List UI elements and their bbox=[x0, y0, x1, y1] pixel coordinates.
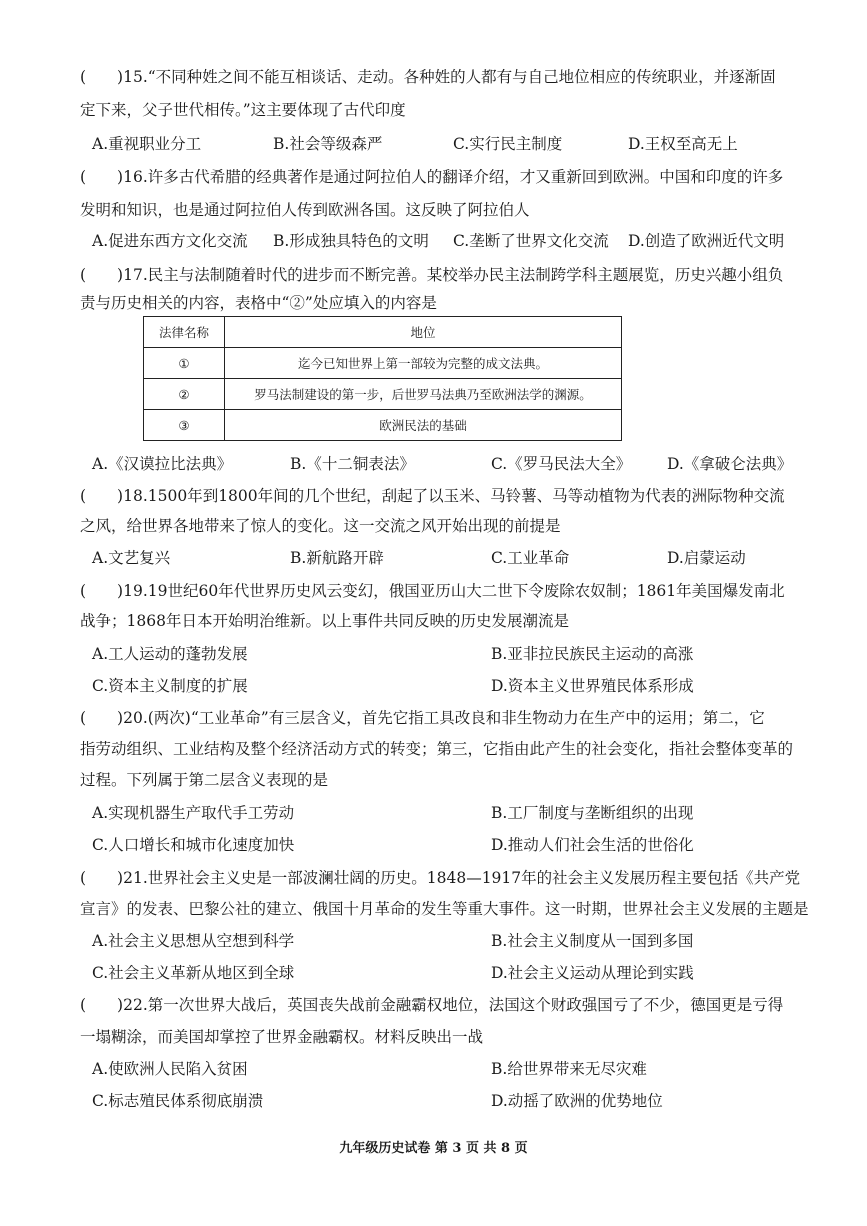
question-18-stem: 1500年到1800年间的几个世纪，刮起了以玉米、马铃薯、马等动植物为代表的洲际物种交流 bbox=[147, 487, 785, 505]
question-21-option-d[interactable]: D.社会主义运动从理论到实践 bbox=[491, 964, 694, 982]
question-19-option-b[interactable]: B.亚非拉民族民主运动的高涨 bbox=[491, 645, 694, 663]
law-table-header-row bbox=[144, 317, 622, 348]
question-19-line-1 bbox=[80, 580, 867, 602]
law-table-cell-label: ③ bbox=[144, 410, 225, 441]
question-18-option-b[interactable]: B.新航路开辟 bbox=[290, 549, 384, 567]
question-21-number: ( )21. bbox=[80, 869, 148, 887]
question-15-line-1 bbox=[80, 66, 867, 88]
question-16-option-a[interactable]: A.促进东西方文化交流 bbox=[92, 232, 248, 250]
question-18-line-2: 之风，给世界各地带来了惊人的变化。这一交流之风开始出现的前提是 bbox=[80, 517, 561, 535]
question-19-line-2: 战争；1868年日本开始明治维新。以上事件共同反映的历史发展潮流是 bbox=[80, 612, 569, 630]
question-17-option-b[interactable]: B.《十二铜表法》 bbox=[290, 455, 415, 473]
table-row bbox=[144, 410, 622, 441]
question-16-line-2: 发明和知识，也是通过阿拉伯人传到欧洲各国。这反映了阿拉伯人 bbox=[80, 201, 530, 219]
question-16-option-c[interactable]: C.垄断了世界文化交流 bbox=[453, 232, 609, 250]
question-19-option-a[interactable]: A.工人运动的蓬勃发展 bbox=[92, 645, 248, 663]
question-22-option-d[interactable]: D.动摇了欧洲的优势地位 bbox=[491, 1092, 663, 1110]
question-22-number: ( )22. bbox=[80, 996, 148, 1014]
question-16-option-d[interactable]: D.创造了欧洲近代文明 bbox=[628, 232, 785, 250]
question-22-option-b[interactable]: B.给世界带来无尽灾难 bbox=[491, 1060, 647, 1078]
question-20-line-1 bbox=[80, 707, 867, 729]
question-21-stem: 世界社会主义史是一部波澜壮阔的历史。1848—1917年的社会主义发展历程主要包括《共产党 bbox=[147, 869, 801, 887]
question-22-option-c[interactable]: C.标志殖民体系彻底崩溃 bbox=[92, 1092, 264, 1110]
question-21-option-a[interactable]: A.社会主义思想从空想到科学 bbox=[92, 932, 295, 950]
table-row bbox=[144, 379, 622, 410]
question-21-line-1 bbox=[80, 867, 867, 889]
question-18-number: ( )18. bbox=[80, 487, 148, 505]
question-20-option-c[interactable]: C.人口增长和城市化速度加快 bbox=[92, 836, 295, 854]
question-18-option-a[interactable]: A.文艺复兴 bbox=[92, 549, 171, 567]
question-21-line-2: 宣言》的发表、巴黎公社的建立、俄国十月革命的发生等重大事件。这一时期，世界社会主义发展的主题是 bbox=[80, 900, 809, 918]
question-15-stem: “不同种姓之间不能互相谈话、走动。各种姓的人都有与自己地位相应的传统职业，并逐渐固 bbox=[147, 68, 776, 86]
question-17-line-2: 责与历史相关的内容，表格中“②”处应填入的内容是 bbox=[80, 294, 437, 312]
question-19-stem: 19世纪60年代世界历史风云变幻，俄国亚历山大二世下令废除农奴制；1861年美国爆发南北 bbox=[147, 582, 785, 600]
law-table-header-name: 法律名称 bbox=[144, 317, 225, 348]
question-15-option-c[interactable]: C.实行民主制度 bbox=[453, 135, 563, 153]
question-22-option-a[interactable]: A.使欧洲人民陷入贫困 bbox=[92, 1060, 248, 1078]
question-19-option-d[interactable]: D.资本主义世界殖民体系形成 bbox=[491, 677, 694, 695]
question-18-option-c[interactable]: C.工业革命 bbox=[491, 549, 570, 567]
question-20-stem: (两次)“工业革命”有三层含义，首先它指工具改良和非生物动力在生产中的运用；第二，它 bbox=[147, 709, 765, 727]
question-20-line-3: 过程。下列属于第二层含义表现的是 bbox=[80, 771, 329, 789]
question-21-option-b[interactable]: B.社会主义制度从一国到多国 bbox=[491, 932, 694, 950]
question-17-line-1 bbox=[80, 264, 867, 286]
question-16-stem: 许多古代希腊的经典著作是通过阿拉伯人的翻译介绍，才又重新回到欧洲。中国和印度的许多 bbox=[147, 168, 784, 186]
question-20-option-a[interactable]: A.实现机器生产取代手工劳动 bbox=[92, 804, 295, 822]
question-15-option-a[interactable]: A.重视职业分工 bbox=[92, 135, 202, 153]
question-17-option-c[interactable]: C.《罗马民法大全》 bbox=[491, 455, 632, 473]
question-22-stem: 第一次世界大战后，英国丧失战前金融霸权地位，法国这个财政强国亏了不少，德国更是亏得 bbox=[147, 996, 784, 1014]
law-table-cell-status: 罗马法制建设的第一步，后世罗马法典乃至欧洲法学的渊源。 bbox=[225, 379, 622, 410]
question-20-option-d[interactable]: D.推动人们社会生活的世俗化 bbox=[491, 836, 694, 854]
question-18-option-d[interactable]: D.启蒙运动 bbox=[667, 549, 746, 567]
law-table-header-status: 地位 bbox=[225, 317, 622, 348]
question-22-line-1 bbox=[80, 994, 867, 1016]
question-17-option-d[interactable]: D.《拿破仑法典》 bbox=[667, 455, 793, 473]
page-footer: 九年级历史试卷 第 3 页 共 8 页 bbox=[339, 1141, 528, 1156]
question-15-number: ( )15. bbox=[80, 68, 148, 86]
question-16-option-b[interactable]: B.形成独具特色的文明 bbox=[273, 232, 429, 250]
question-17-option-a[interactable]: A.《汉谟拉比法典》 bbox=[92, 455, 233, 473]
question-15-line-2: 定下来，父子世代相传。”这主要体现了古代印度 bbox=[80, 101, 406, 119]
question-16-number: ( )16. bbox=[80, 168, 148, 186]
question-17-stem: 民主与法制随着时代的进步而不断完善。某校举办民主法制跨学科主题展览，历史兴趣小组负 bbox=[147, 266, 784, 284]
law-table bbox=[143, 316, 622, 441]
question-20-line-2: 指劳动组织、工业结构及整个经济活动方式的转变；第三，它指由此产生的社会变化，指社会整体变革的 bbox=[80, 740, 794, 758]
question-19-option-c[interactable]: C.资本主义制度的扩展 bbox=[92, 677, 248, 695]
law-table-cell-status: 欧洲民法的基础 bbox=[225, 410, 622, 441]
question-22-line-2: 一塌糊涂，而美国却掌控了世界金融霸权。材料反映出一战 bbox=[80, 1028, 484, 1046]
law-table-cell-status: 迄今已知世界上第一部较为完整的成文法典。 bbox=[225, 348, 622, 379]
question-18-line-1 bbox=[80, 485, 867, 507]
question-19-number: ( )19. bbox=[80, 582, 148, 600]
question-16-line-1 bbox=[80, 166, 867, 188]
question-20-number: ( )20. bbox=[80, 709, 148, 727]
law-table-cell-label: ② bbox=[144, 379, 225, 410]
table-row bbox=[144, 348, 622, 379]
question-17-number: ( )17. bbox=[80, 266, 148, 284]
question-20-option-b[interactable]: B.工厂制度与垄断组织的出现 bbox=[491, 804, 694, 822]
question-15-option-b[interactable]: B.社会等级森严 bbox=[273, 135, 383, 153]
question-21-option-c[interactable]: C.社会主义革新从地区到全球 bbox=[92, 964, 295, 982]
question-15-option-d[interactable]: D.王权至高无上 bbox=[628, 135, 738, 153]
law-table-cell-label: ① bbox=[144, 348, 225, 379]
